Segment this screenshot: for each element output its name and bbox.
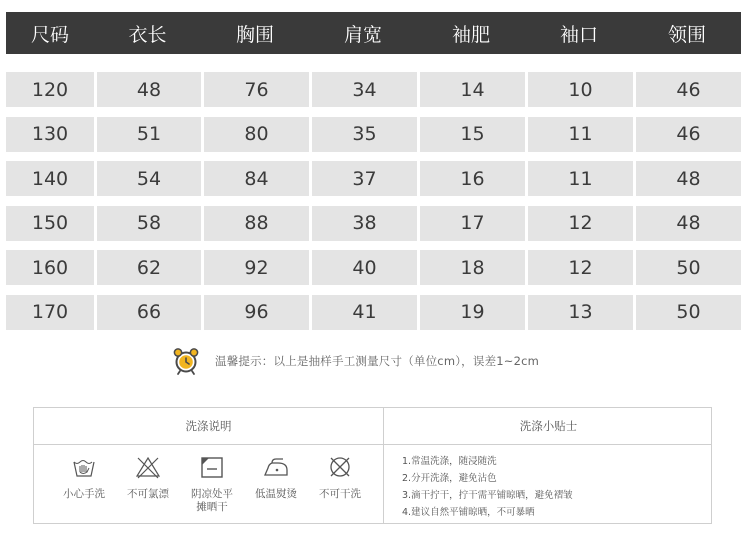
header-cell-length: 衣长 (128, 23, 167, 46)
care-item-no-bleach (116, 454, 180, 514)
care-item-shade-flat-dry (180, 454, 244, 514)
cell-shoulder: 35 (309, 117, 417, 152)
wash-tip-item: 1.常温洗涤，随浸随洗 (402, 456, 497, 467)
measurement-tip (171, 346, 539, 376)
cell-length: 62 (94, 250, 201, 285)
size-table (6, 12, 741, 330)
wash-instructions-title: 洗涤说明 (185, 419, 232, 433)
cell-collar: 50 (633, 250, 741, 285)
cell-collar: 46 (633, 72, 741, 107)
header-cell-collar: 领围 (667, 23, 706, 46)
cell-sleeve-width: 16 (417, 161, 525, 196)
cell-chest: 80 (201, 117, 309, 152)
care-label: 阴凉处平 摊晒干 (191, 488, 233, 513)
no-bleach-icon (135, 454, 161, 480)
cell-sleeve-width: 14 (417, 72, 525, 107)
header-cell-size: 尺码 (30, 23, 69, 46)
panel-divider (34, 444, 711, 445)
cell-sleeve-width: 15 (417, 117, 525, 152)
cell-shoulder: 40 (309, 250, 417, 285)
header-cell-sleeve-width: 袖肥 (451, 23, 490, 46)
hand-wash-icon (71, 454, 97, 480)
cell-cuff: 11 (525, 161, 633, 196)
care-item-low-temp-iron (244, 454, 308, 514)
cell-sleeve-width: 18 (417, 250, 525, 285)
cell-length: 54 (94, 161, 201, 196)
cell-cuff: 12 (525, 250, 633, 285)
care-label: 不可氯漂 (127, 488, 169, 500)
no-dry-clean-icon (327, 454, 353, 480)
low-temp-iron-icon (263, 454, 289, 480)
cell-size: 130 (31, 123, 69, 146)
header-cell-chest: 胸围 (235, 23, 274, 46)
cell-size: 120 (31, 78, 69, 101)
care-item-no-dry-clean (308, 454, 372, 514)
cell-chest: 76 (201, 72, 309, 107)
cell-shoulder: 38 (309, 206, 417, 241)
cell-shoulder: 37 (309, 161, 417, 196)
care-label: 不可干洗 (319, 488, 361, 500)
cell-length: 66 (94, 295, 201, 330)
cell-cuff: 11 (525, 117, 633, 152)
size-table-header (6, 12, 741, 54)
cell-shoulder: 34 (309, 72, 417, 107)
care-icon-list (52, 454, 382, 514)
cell-size: 170 (31, 301, 69, 324)
cell-collar: 48 (633, 161, 741, 196)
cell-size: 160 (31, 256, 69, 279)
wash-tips-list (402, 453, 573, 521)
table-row (6, 161, 741, 196)
wash-tip-item: 2.分开洗涤，避免沾色 (402, 473, 497, 484)
cell-sleeve-width: 19 (417, 295, 525, 330)
table-row (6, 72, 741, 107)
cell-chest: 88 (201, 206, 309, 241)
cell-collar: 48 (633, 206, 741, 241)
table-row (6, 295, 741, 330)
table-row (6, 206, 741, 241)
care-item-hand-wash (52, 454, 116, 514)
cell-collar: 46 (633, 117, 741, 152)
cell-cuff: 10 (525, 72, 633, 107)
cell-cuff: 12 (525, 206, 633, 241)
cell-length: 51 (94, 117, 201, 152)
wash-tips-title: 洗涤小贴士 (519, 419, 578, 433)
wash-instructions-panel (33, 407, 712, 524)
care-label: 低温熨烫 (255, 488, 297, 500)
table-row (6, 117, 741, 152)
tip-text: 温馨提示：以上是抽样手工测量尺寸（单位cm），误差1~2cm (215, 354, 540, 368)
cell-length: 48 (94, 72, 201, 107)
cell-chest: 96 (201, 295, 309, 330)
cell-shoulder: 41 (309, 295, 417, 330)
cell-sleeve-width: 17 (417, 206, 525, 241)
wash-tip-item: 4.建议自然平铺晾晒，不可暴晒 (402, 507, 535, 518)
header-cell-cuff: 袖口 (559, 23, 598, 46)
alarm-clock-icon (171, 346, 201, 376)
care-label: 小心手洗 (63, 488, 105, 500)
cell-chest: 84 (201, 161, 309, 196)
cell-length: 58 (94, 206, 201, 241)
shade-flat-dry-icon (199, 454, 225, 480)
cell-collar: 50 (633, 295, 741, 330)
wash-tip-item: 3.滴干拧干，拧干需平铺晾晒，避免褶皱 (402, 490, 573, 501)
header-cell-shoulder: 肩宽 (343, 23, 382, 46)
cell-cuff: 13 (525, 295, 633, 330)
cell-size: 150 (31, 212, 69, 235)
table-row (6, 250, 741, 285)
cell-size: 140 (31, 167, 69, 190)
cell-chest: 92 (201, 250, 309, 285)
